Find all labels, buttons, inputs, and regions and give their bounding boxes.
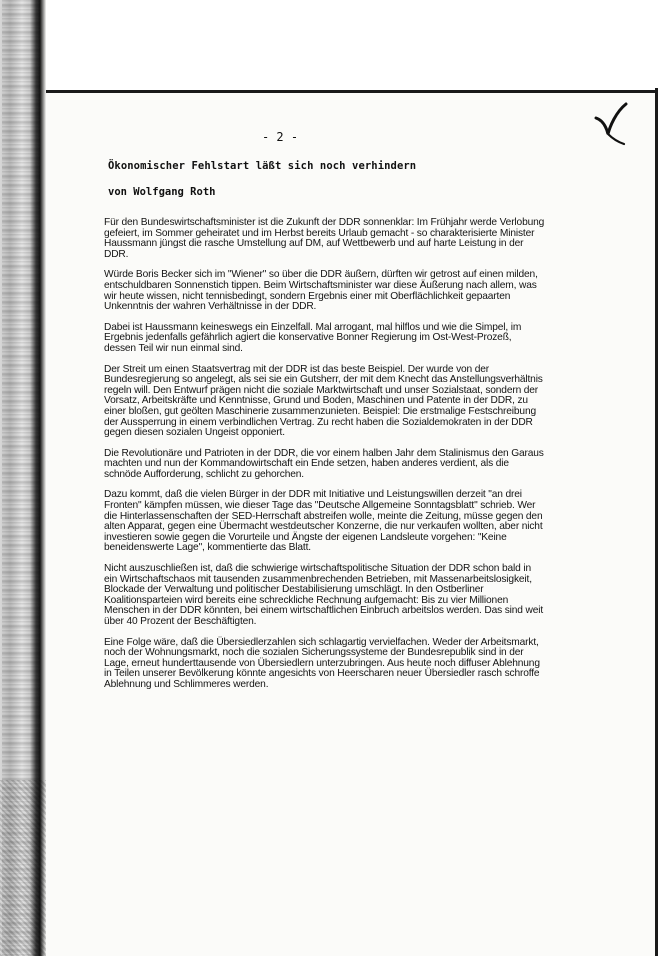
paragraph: Dabei ist Haussmann keineswegs ein Einzelfall. Mal arrogant, mal hilflos und wie die Simpel, im Ergebnis jedenfalls gefährlich agiert die konservative Bonner Regierung im Ost-West-Prozeß, dessen Teil wir nun einmal sind. [104,321,522,354]
scan-top-margin [46,0,658,92]
sheet-top-edge [46,90,658,93]
paragraph: Dazu kommt, daß die vielen Bürger in der DDR mit Initiative und Leistungswillen derzeit "an drei Fronten" kämpfen müssen, wie dieser Tage das "Deutsche Allgemeine Sonntagsblatt" schrieb. Wer die Hinterlassenschaften der SED-Herrschaft abstreifen wolle, meinte die Zeitung, müsse gegen den alten Apparat, gegen eine Übermacht westdeutscher Konzerne, die nur verkaufen wollten, aber nicht investieren sowie gegen die Vorurteile und Ängste der eigenen Landsleute vorgehen: "Keine beneidenswerte Lage", kommentierte das Blatt. [104,489,543,554]
article-body [104,218,546,701]
paragraph: Für den Bundeswirtschaftsminister ist die Zukunft der DDR sonnenklar: Im Frühjahr werde Verlobung gefeiert, im Sommer geheiratet und im Herbst bereits Urlaub gemacht - so charakterisierte Minister Haussmann jüngst die rasche Umstellung auf DM, auf Wettbewerb und auf harte Leistung in der DDR. [104,217,545,260]
scan-bottom-shade [0,780,46,956]
paragraph: Der Streit um einen Staatsvertrag mit der DDR ist das beste Beispiel. Der wurde von der Bundesregierung so angelegt, als sei sie ein Gutsherr, der mit dem Knecht das Anstellungsverhältnis regeln will. Den Entwurf prägen nicht die soziale Marktwirtschaft und unser Sozialstaat, sondern der Vorsatz, Arbeitskräfte und Kenntnisse, Grund und Boden, Maschinen und Patente in der DDR, zu einer bloßen, gut geölten Maschinerie zusammenzunieten. Beispiel: Die erstmalige Festschreibung der Aussperrung in einem verbindlichen Vertrag. Zu recht haben die Sozialdemokraten in der DDR gegen diesen sozialen Ungeist opponiert. [104,363,543,439]
paragraph: Eine Folge wäre, daß die Übersiedlerzahlen sich schlagartig vervielfachen. Weder der Arbeitsmarkt, noch der Wohnungsmarkt, noch die sozialen Sicherungssysteme der Bundesrepublik sind in der Lage, erneut hunderttausende von Übersiedlern unterzubringen. Aus heute noch diffuser Ablehnung in Teilen unserer Bevölkerung könnte angesichts von Heerscharen neuer Übersiedler rasch schroffe Ablehnung und Schlimmeres werden. [104,636,540,690]
handwritten-check-mark [590,100,630,146]
paragraph: Nicht auszuschließen ist, daß die schwierige wirtschaftspolitische Situation der DDR schon bald in ein Wirtschaftschaos mit tausenden zusammenbrechenden Betrieben, mit Massenarbeitslosigkeit, Blockade der Verwaltung und politischer Destabilisierung umschlägt. In den Ostberliner Koalitionsparteien wird bereits eine schreckliche Rechnung aufgemacht: Bis zu vier Millionen Menschen in der DDR könnten, bei einem wirtschaftlichen Einbruch arbeitslos werden. Das sind weit über 40 Prozent der Beschäftigten. [104,563,544,627]
paragraph: Würde Boris Becker sich im "Wiener" so über die DDR äußern, dürften wir getrost auf einen milden, entschuldbaren Sonnenstich tippen. Beim Wirtschaftsminister war diese Äußerung nach allem, was wir heute wissen, nicht tennisbedingt, sondern Ergebnis einer mit Oberflächlichkeit gepaarten Unkenntnis der wahren Verhältnisse in der DDR. [104,269,538,313]
document-title: Ökonomischer Fehlstart läßt sich noch verhindern [108,160,417,172]
paragraph: Die Revolutionäre und Patrioten in der DDR, die vor einem halben Jahr dem Stalinismus den Garaus machten und nun der Kommandowirtschaft ein Ende setzen, haben anderes verdient, als die schnöde Aufforderung, schlicht zu gehorchen. [104,447,544,480]
page-number: - 2 - [261,130,299,144]
document-author: von Wolfgang Roth [108,186,216,198]
